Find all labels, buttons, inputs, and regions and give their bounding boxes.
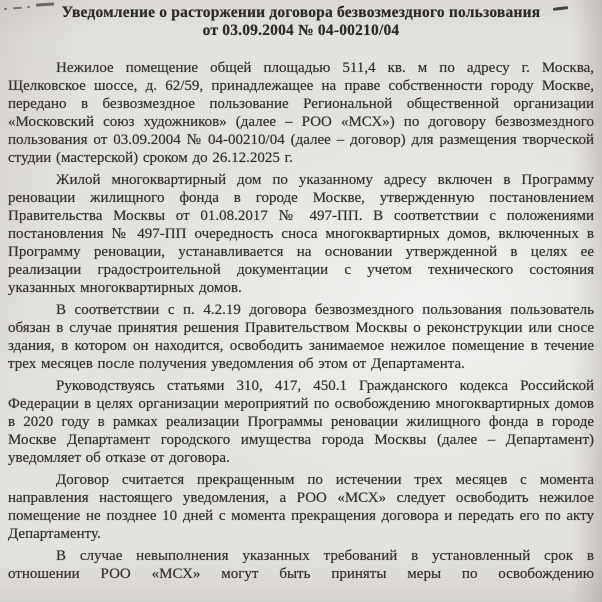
paragraph-termination: Договор считается прекращенным по истечении трех месяцев с момента направления настоящего уведомления, а РОО «МСХ» следует освободить нежилое помещение не позднее 10 дней с момента прекращения договора и передать его по акту Департаменту. bbox=[8, 472, 594, 542]
paragraph-renovation: Жилой многоквартирный дом по указанному адресу включен в Программу реновации жилищного фонда в городе Москве, утвержденную постановлением Правительства Москвы от 01.08.2017 № 497-ПП. В соответствии с положениями постановления № 497-ПП очередность сноса многоквартирных домов, включенных в Программу реновации, устанавливается на основании утвержденной в целях ее реализации градостроительной документации с учетом технического состояния указанных многоквартирных домов. bbox=[8, 172, 594, 296]
title-line-1: Уведомление о расторжении договора безвозмездного пользования bbox=[61, 4, 541, 21]
paragraph-premises: Нежилое помещение общей площадью 511,4 кв. м по адресу г. Москва, Щелковское шоссе, д. 62/59, принадлежащее на праве собственности городу Москве, передано в безвозмездное пользование Региональной общественной организации «Московский союз художников» (далее – РОО «МСХ») по договору безвозмездного пользования от 03.09.2004 № 04-00210/04 (далее – договор) для размещения творческой студии (мастерской) сроком до 26.12.2025 г. bbox=[8, 60, 594, 166]
paragraph-civil-code: Руководствуясь статьями 310, 417, 450.1 Гражданского кодекса Российской Федерации в целях организации мероприятий по освобождению многоквартирных домов в 2020 году в рамках реализации Программы реновации жилищного фонда в городе Москве Департамент городского имущества города Москвы (далее – Департамент) уведомляет об отказе от договора. bbox=[8, 378, 594, 466]
document-body bbox=[8, 59, 594, 583]
pen-mark-dot bbox=[4, 8, 7, 10]
paragraph-clause-4219: В соответствии с п. 4.2.19 договора безвозмездного пользования пользователь обязан в случае принятия решения Правительством Москвы о реконструкции или сносе здания, в котором он находится, освободить занимаемое нежилое помещение в течение трех месяцев после получения уведомления об этом от Департамента. bbox=[8, 302, 594, 372]
document-title bbox=[8, 4, 594, 40]
title-line-2: от 03.09.2004 № 04-00210/04 bbox=[202, 22, 400, 39]
document-content bbox=[8, 2, 594, 602]
paragraph-noncompliance: В случае невыполнения указанных требований в установленный срок в отношении РОО «МСХ» могут быть приняты меры по освобождению bbox=[8, 548, 594, 582]
